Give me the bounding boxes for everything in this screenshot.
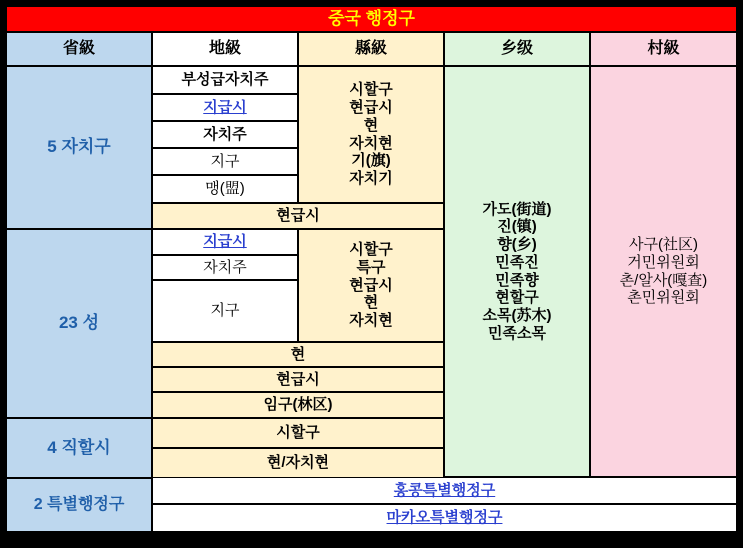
header-county: 縣級 (298, 32, 444, 66)
county-item: 자치현 (349, 312, 393, 330)
township-item: 민족소목 (488, 324, 546, 342)
autonomous-region-block (152, 66, 444, 203)
province-level-column (6, 66, 152, 542)
autonomous-region-prefecture-list (152, 66, 298, 203)
township-item: 민족진 (495, 253, 539, 271)
prefecture-item: 부성급자치주 (152, 66, 298, 94)
township-list (444, 66, 590, 477)
village-item: 촌민위원회 (627, 289, 700, 307)
township-item: 소목(苏木) (482, 306, 552, 324)
prefecture-item: 지구 (152, 148, 298, 175)
county-item: 시할구 (349, 81, 393, 99)
province-county-list (298, 229, 444, 342)
header-province: 省級 (6, 32, 152, 66)
township-item: 민족향 (495, 271, 539, 289)
prefecture-item: 맹(盟) (152, 175, 298, 203)
county-item: 현 (363, 294, 379, 312)
prefecture-item: 자치주 (152, 121, 298, 148)
autonomous-region-span-item: 현급시 (152, 203, 444, 229)
province-span-item: 현 (152, 342, 444, 367)
village-list (590, 66, 737, 477)
special-region-macau[interactable] (152, 504, 737, 532)
county-item: 특구 (356, 258, 386, 276)
header-prefecture: 地級 (152, 32, 298, 66)
village-item: 사구(社区) (629, 236, 698, 254)
prefecture-item-link[interactable]: 지급시 (152, 94, 298, 121)
county-item: 현급시 (349, 99, 393, 117)
municipality-span-item: 시할구 (152, 418, 444, 448)
header-row (6, 32, 737, 66)
village-item: 거민위원회 (627, 253, 700, 271)
page-title: 중국 행정구 (6, 6, 737, 32)
county-item: 시할구 (349, 241, 393, 259)
township-item: 향(乡) (497, 236, 537, 254)
municipality-span-item: 현/자치현 (152, 448, 444, 478)
county-item: 현 (363, 116, 379, 134)
prefecture-item: 자치주 (152, 255, 298, 280)
township-item: 진(镇) (497, 218, 537, 236)
province-level-provinces: 23 성 (6, 229, 152, 418)
province-span-item: 임구(林区) (152, 392, 444, 418)
province-level-special-regions: 2 특별행정구 (6, 478, 152, 532)
administrative-divisions-table (6, 6, 737, 542)
province-span-item: 현급시 (152, 367, 444, 392)
county-item: 자치기 (349, 169, 393, 187)
village-item: 촌/알사(嘎查) (619, 271, 708, 289)
township-item: 가도(街道) (482, 200, 552, 218)
prefecture-county-column (152, 66, 444, 542)
province-level-municipalities: 4 직할시 (6, 418, 152, 478)
header-township: 乡级 (444, 32, 590, 66)
title-row (6, 6, 737, 32)
autonomous-region-county-list (298, 66, 444, 203)
prefecture-item-link[interactable]: 지급시 (152, 229, 298, 255)
village-column (590, 66, 737, 542)
county-item: 기(旗) (351, 152, 391, 170)
table-body (6, 66, 737, 542)
township-item: 현할구 (495, 289, 539, 307)
county-item: 자치현 (349, 134, 393, 152)
township-column (444, 66, 590, 542)
special-region-link[interactable]: 홍콩특별행정구 (393, 481, 496, 499)
province-prefecture-list (152, 229, 298, 342)
special-region-hongkong[interactable] (152, 477, 737, 504)
province-level-autonomous-regions: 5 자치구 (6, 66, 152, 229)
special-region-link[interactable]: 마카오특별행정구 (386, 509, 503, 527)
special-regions-block (152, 477, 737, 532)
province-block (152, 229, 444, 342)
header-village: 村級 (590, 32, 737, 66)
county-item: 현급시 (349, 276, 393, 294)
prefecture-item: 지구 (152, 280, 298, 342)
